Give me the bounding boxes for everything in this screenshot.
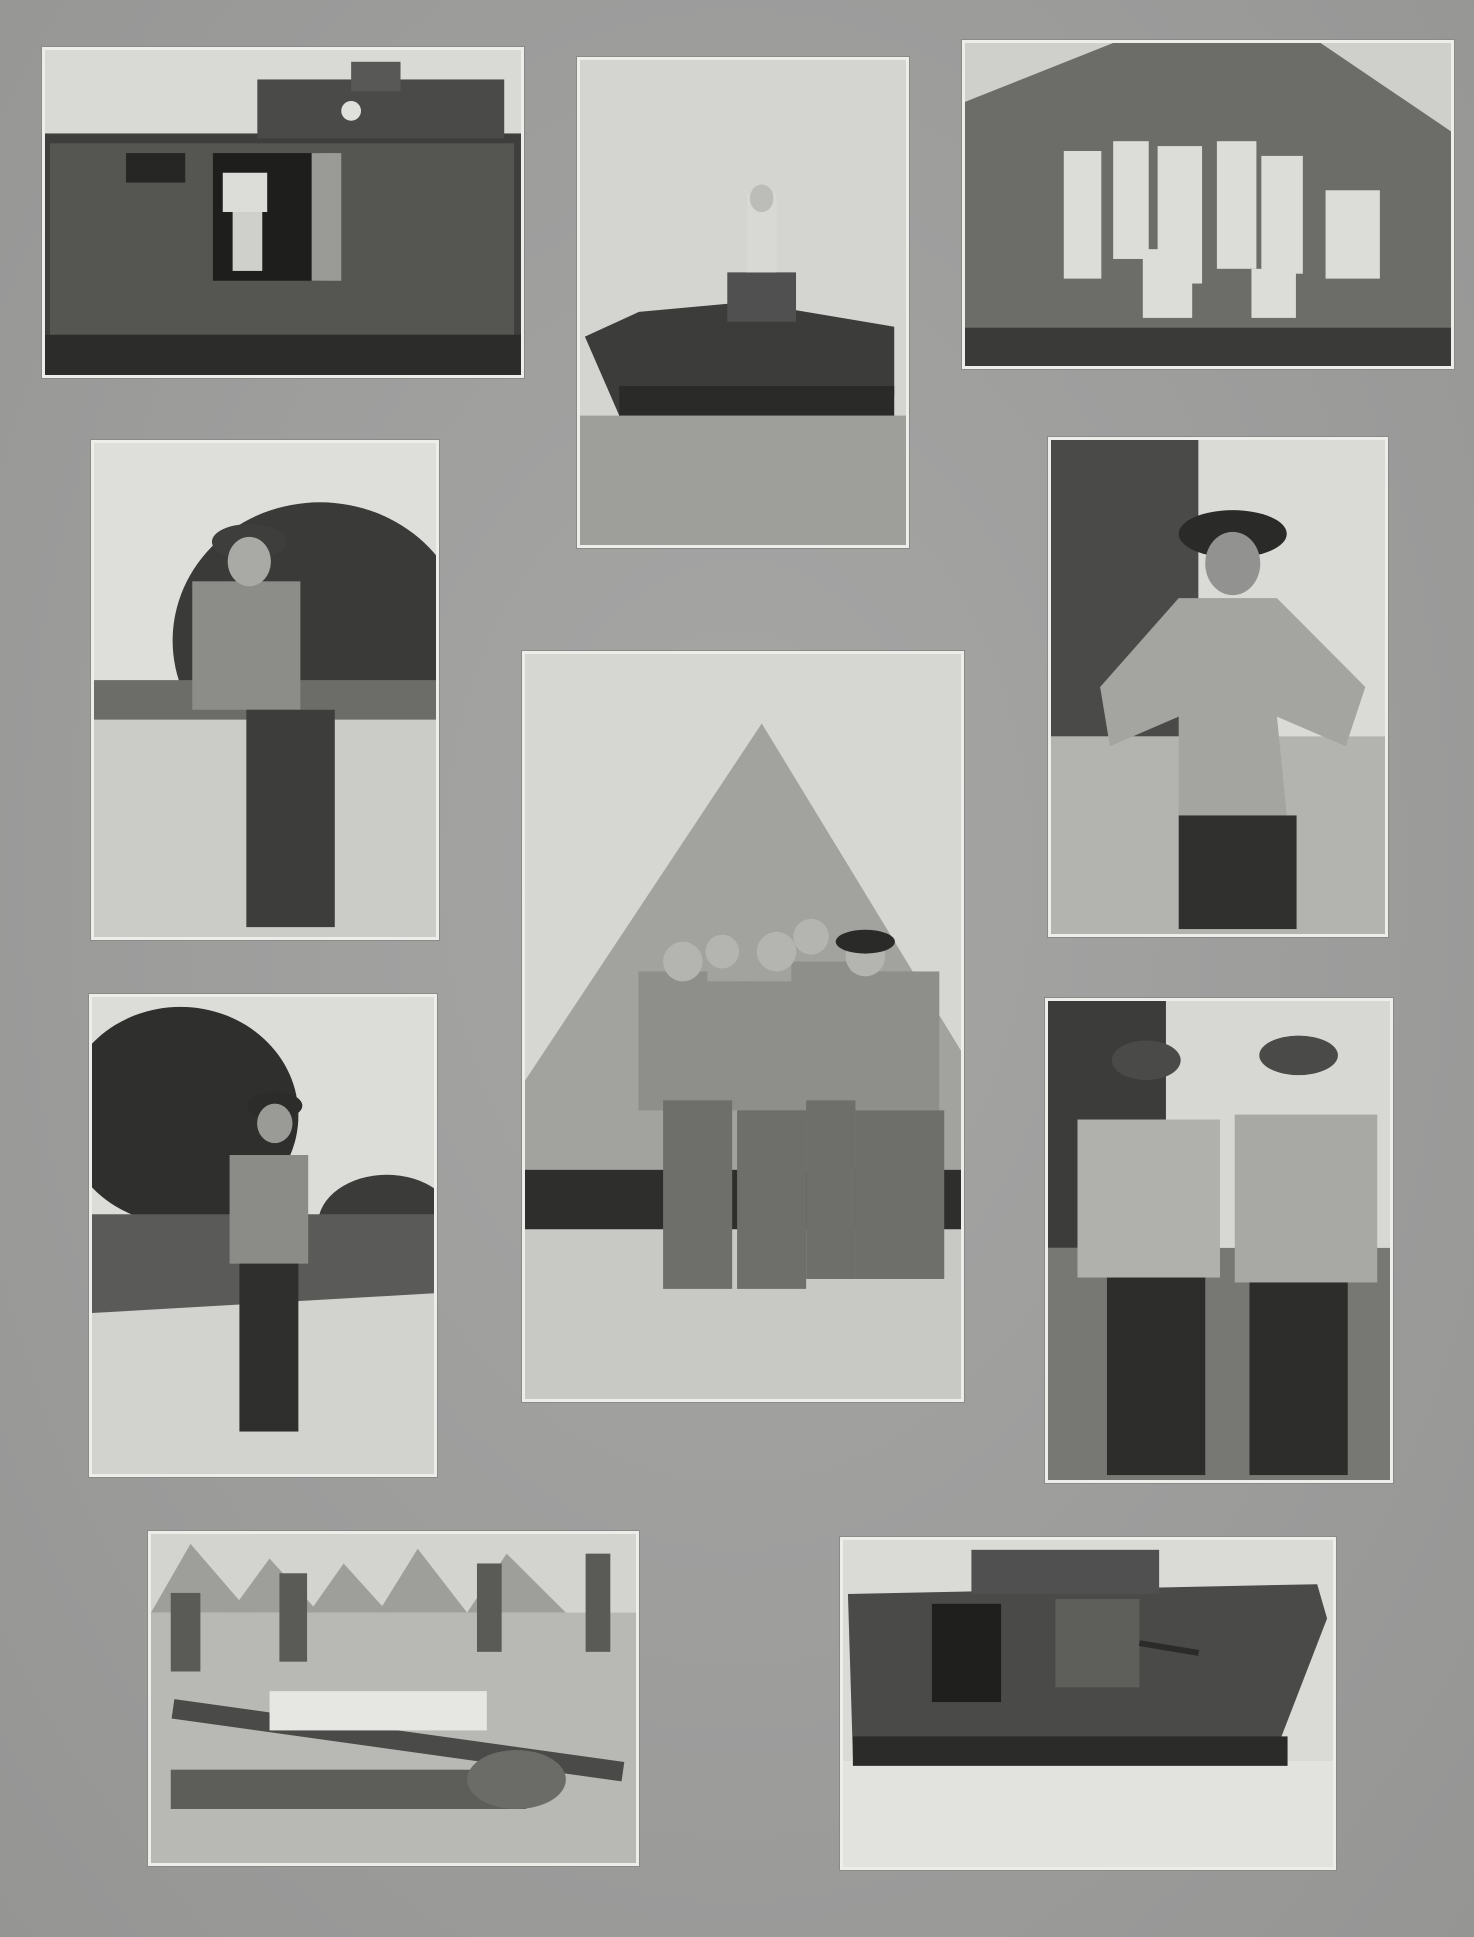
soldier-trees-image	[94, 443, 436, 937]
photo-soldiers-conical-tent	[522, 651, 964, 1402]
group-tent-image	[965, 43, 1451, 366]
photo-rhomboid-tank	[840, 1537, 1336, 1870]
light-tank-image	[580, 60, 906, 545]
soldier-hands-hips-image	[1051, 440, 1385, 934]
tank-hatch-image	[45, 50, 521, 375]
photo-light-tank	[577, 57, 909, 548]
photo-camp-cots	[148, 1531, 639, 1866]
photo-tank-hatch	[42, 47, 524, 378]
photo-soldier-sandy-path	[89, 994, 437, 1477]
photo-group-tent	[962, 40, 1454, 369]
rhomboid-tank-image	[843, 1540, 1333, 1867]
photo-soldier-hands-hips	[1048, 437, 1388, 937]
camp-cots-image	[151, 1534, 636, 1863]
soldiers-conical-tent-image	[525, 654, 961, 1399]
photo-two-soldiers	[1045, 998, 1393, 1483]
photo-soldier-trees	[91, 440, 439, 940]
two-soldiers-image	[1048, 1001, 1390, 1480]
soldier-sandy-path-image	[92, 997, 434, 1474]
